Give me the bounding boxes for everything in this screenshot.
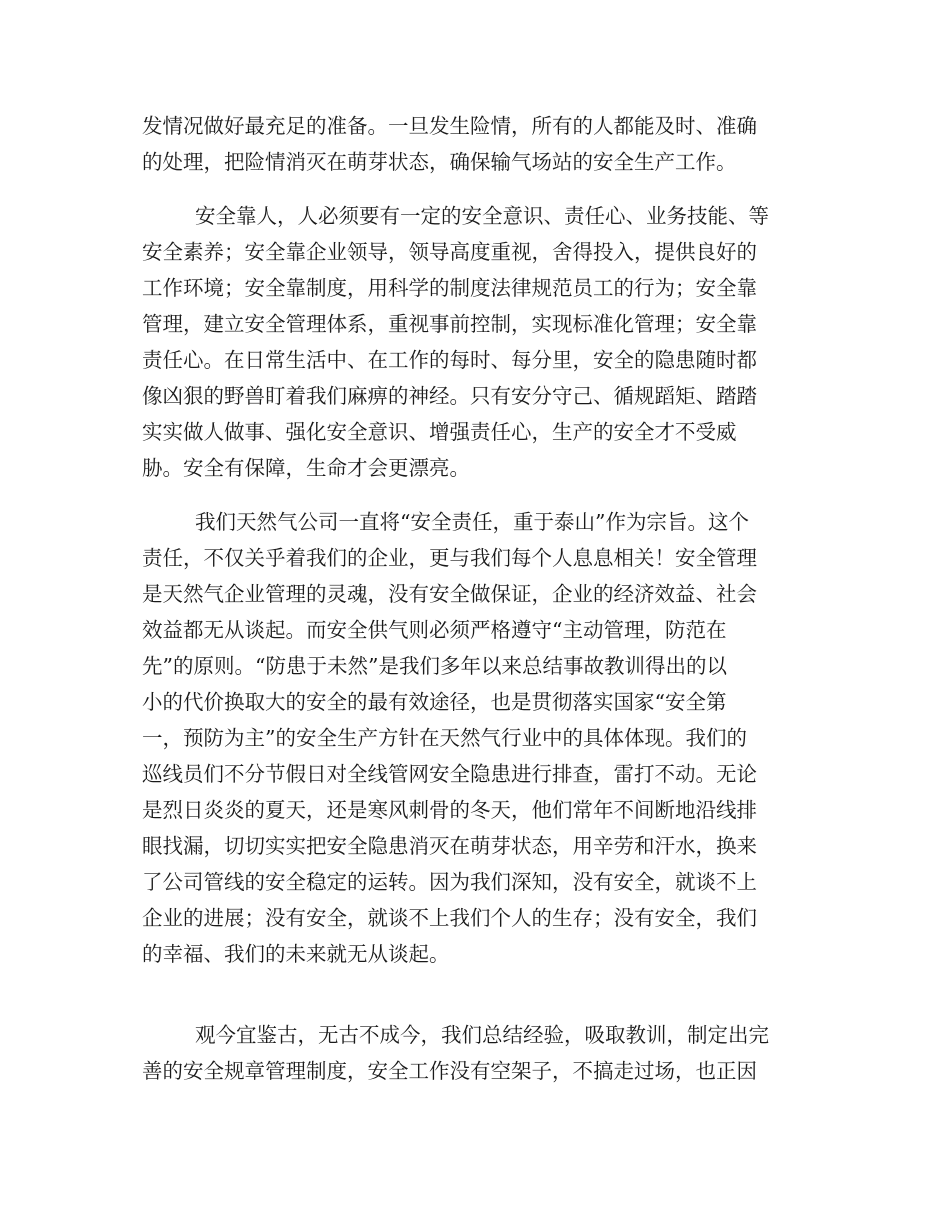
text-line: 的处理，把险情消灭在萌芽状态，确保输气场站的安全生产工作。 [142, 150, 737, 174]
text-line: 安全素养；安全靠企业领导，领导高度重视，舍得投入，提供良好的 [142, 240, 757, 264]
text-line: 效益都无从谈起。而安全供气则必须严格遵守“主动管理，防范在 [142, 618, 727, 642]
text-line: 一，预防为主”的安全生产方针在天然气行业中的具体体现。我们的 [142, 726, 747, 750]
text-line: 的幸福、我们的未来就无从谈起。 [142, 942, 450, 966]
text-line: 善的安全规章管理制度，安全工作没有空架子，不搞走过场，也正因 [142, 1059, 757, 1083]
text-line: 巡线员们不分节假日对全线管网安全隐患进行排查，雷打不动。无论 [142, 762, 757, 786]
text-line: 责任，不仅关乎着我们的企业，更与我们每个人息息相关！安全管理 [142, 546, 757, 570]
text-line: 是天然气企业管理的灵魂，没有安全做保证，企业的经济效益、社会 [142, 582, 757, 606]
text-line: 是烈日炎炎的夏天，还是寒风刺骨的冬天，他们常年不间断地沿线排 [142, 798, 757, 822]
text-line: 企业的进展；没有安全，就谈不上我们个人的生存；没有安全，我们 [142, 906, 757, 930]
text-line: 我们天然气公司一直将“安全责任，重于泰山”作为宗旨。这个 [195, 510, 749, 534]
text-line: 责任心。在日常生活中、在工作的每时、每分里，安全的隐患随时都 [142, 348, 757, 372]
text-line: 小的代价换取大的安全的最有效途径，也是贯彻落实国家“安全第 [142, 690, 727, 714]
text-line: 实实做人做事、强化安全意识、增强责任心，生产的安全才不受威 [142, 420, 737, 444]
text-line: 观今宜鉴古，无古不成今，我们总结经验，吸取教训，制定出完 [195, 1023, 769, 1047]
text-line: 先”的原则。“防患于未然”是我们多年以来总结事故教训得出的以 [142, 654, 727, 678]
text-line: 胁。安全有保障，生命才会更漂亮。 [142, 456, 470, 480]
text-line: 发情况做好最充足的准备。一旦发生险情，所有的人都能及时、准确 [142, 114, 757, 138]
text-line: 安全靠人，人必须要有一定的安全意识、责任心、业务技能、等 [195, 204, 769, 228]
text-line: 管理，建立安全管理体系，重视事前控制，实现标准化管理；安全靠 [142, 312, 757, 336]
text-line: 了公司管线的安全稳定的运转。因为我们深知，没有安全，就谈不上 [142, 870, 757, 894]
text-line: 眼找漏，切切实实把安全隐患消灭在萌芽状态，用辛劳和汗水，换来 [142, 834, 757, 858]
text-line: 工作环境；安全靠制度，用科学的制度法律规范员工的行为；安全靠 [142, 276, 757, 300]
text-line: 像凶狠的野兽盯着我们麻痹的神经。只有安分守己、循规蹈矩、踏踏 [142, 384, 757, 408]
